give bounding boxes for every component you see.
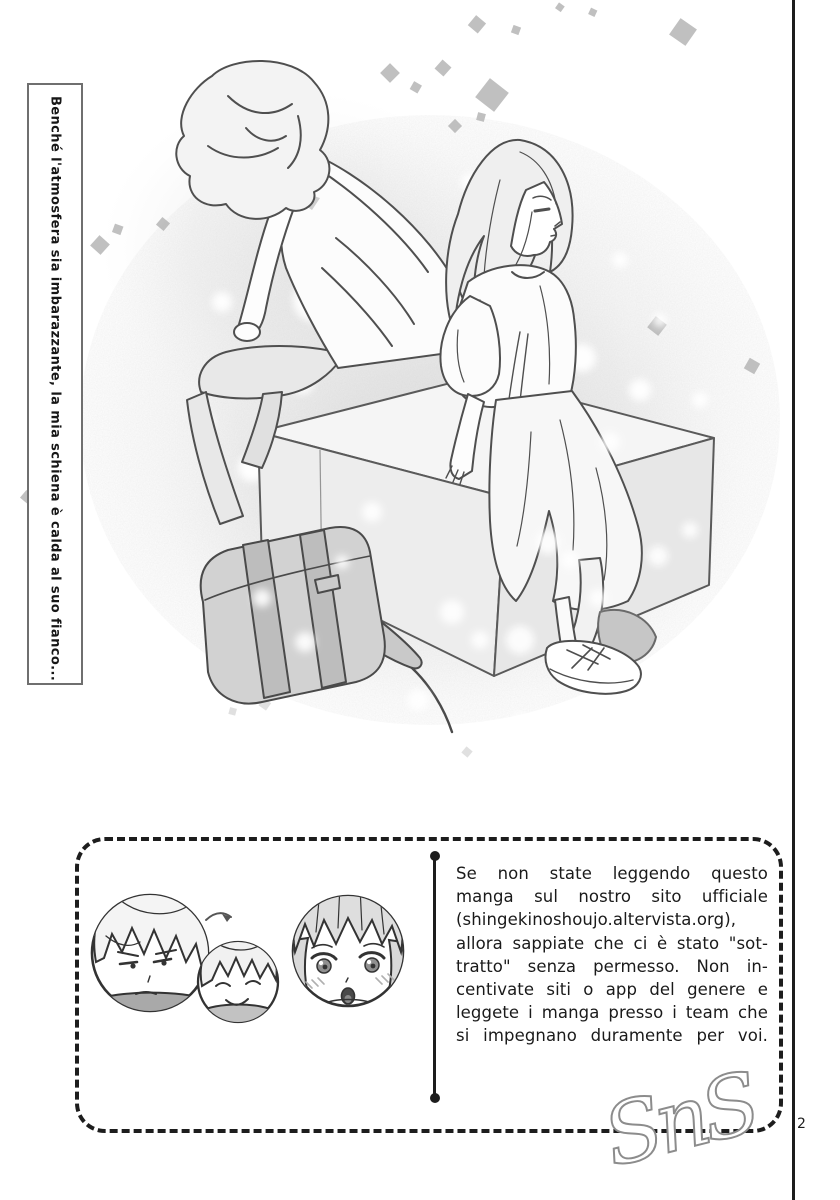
narration-text: Benché l'atmosfera sia imbarazzante, la mia schiena è calda al suo fianco... xyxy=(47,96,63,682)
credit-line: allora sappiate che ci è stato "sot- xyxy=(456,933,768,953)
narration-box xyxy=(27,83,83,685)
credit-line: tratto" senza permesso. Non in- xyxy=(456,956,768,976)
sns-signature xyxy=(594,1050,789,1190)
page-border-line xyxy=(792,0,795,1200)
credit-line: Se non state leggendo questo xyxy=(456,864,768,883)
portrait-boy-annoyed xyxy=(92,882,214,1014)
signature-text: SnS xyxy=(594,1054,765,1186)
credit-line: manga sul nostro sito ufficiale xyxy=(456,887,768,907)
credit-line: centivate siti o app del genere e xyxy=(456,980,768,1000)
portrait-girl-surprised xyxy=(292,882,404,1006)
credit-line: leggete i manga presso i team che xyxy=(456,1003,768,1023)
credit-line: (shingekinoshoujo.altervista.org), xyxy=(456,910,737,930)
page-number: 2 xyxy=(797,1116,806,1132)
arrow-icon xyxy=(206,913,231,922)
portrait-boy-smiling xyxy=(198,932,278,1026)
credit-line: si impegnano duramente per voi. xyxy=(456,1026,768,1046)
credit-portraits xyxy=(85,882,420,1037)
credit-text xyxy=(456,862,768,1048)
divider-line xyxy=(433,857,436,1097)
